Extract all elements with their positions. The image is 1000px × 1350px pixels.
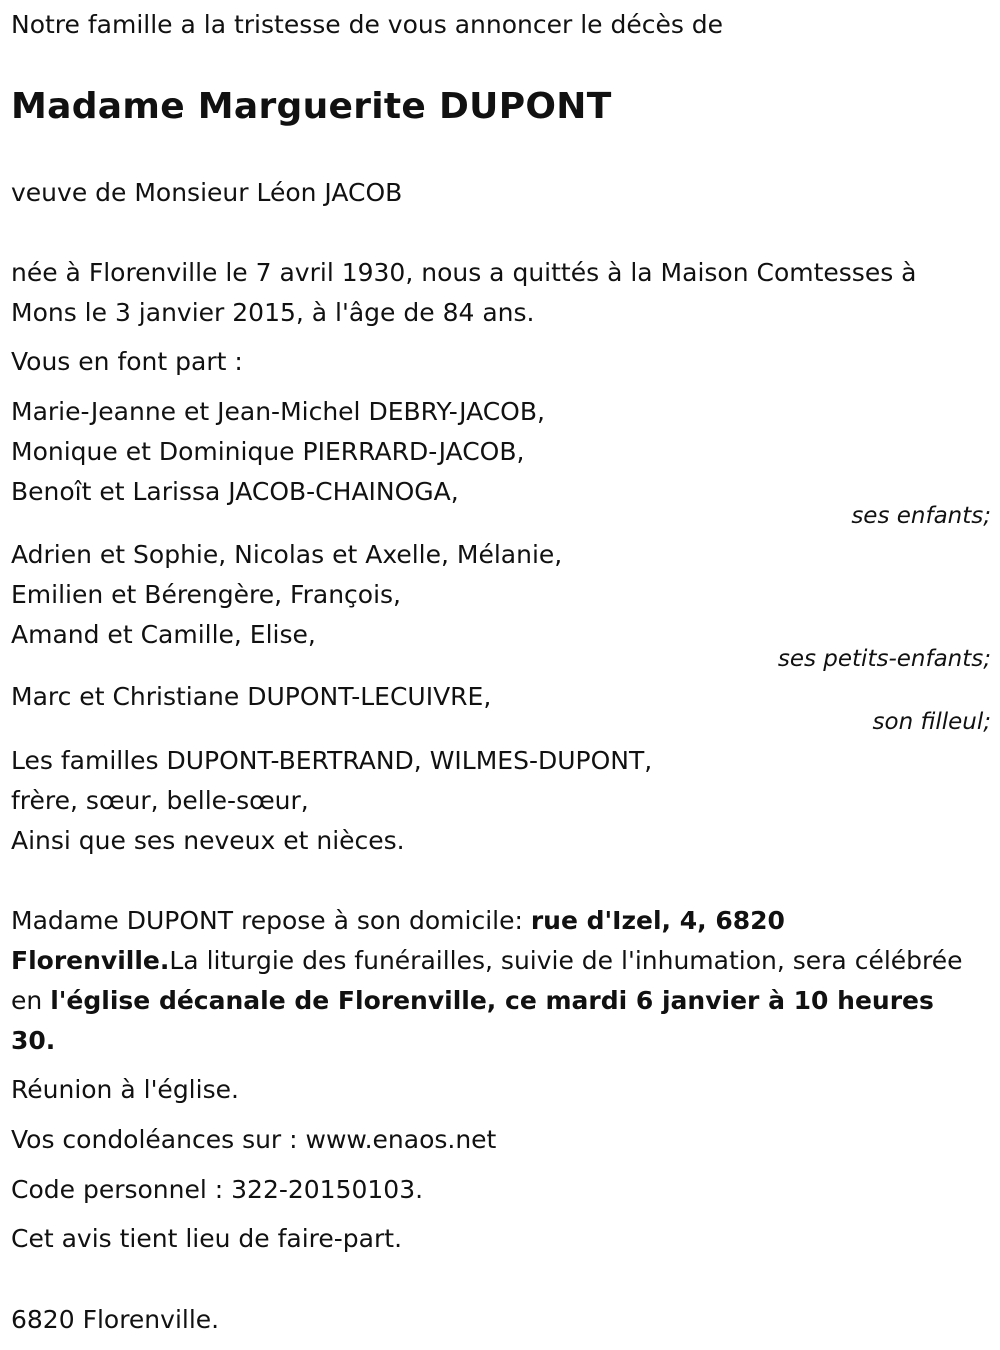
godson-list <box>11 677 491 717</box>
families-line-3: Ainsi que ses neveux et nièces. <box>11 826 405 855</box>
grandchildren-name-2: Emilien et Bérengère, François, <box>11 580 401 609</box>
children-name-3: Benoît et Larissa JACOB-CHAINOGA, <box>11 477 459 506</box>
grandchildren-list <box>11 535 562 655</box>
ceremony-details: l'église décanale de Florenville, ce mardi 6 janvier à 10 heures 30. <box>11 986 934 1055</box>
families-line-2: frère, sœur, belle-sœur, <box>11 786 309 815</box>
children-list <box>11 392 545 512</box>
notice-text: Cet avis tient lieu de faire-part. <box>11 1224 403 1253</box>
birth-death-paragraph <box>11 253 917 333</box>
birth-line-2: Mons le 3 janvier 2015, à l'âge de 84 ans. <box>11 298 535 327</box>
children-name-2: Monique et Dominique PIERRARD-JACOB, <box>11 437 525 466</box>
families-list <box>11 741 652 861</box>
personal-code-text: Code personnel : 322-20150103. <box>11 1175 424 1204</box>
godson-name-1: Marc et Christiane DUPONT-LECUIVRE, <box>11 682 492 711</box>
reunion-text: Réunion à l'église. <box>11 1075 239 1104</box>
godson-role: son filleul; <box>872 709 991 735</box>
deceased-name: Madame Marguerite DUPONT <box>11 86 612 127</box>
grandchildren-role: ses petits-enfants; <box>777 646 991 672</box>
share-intro: Vous en font part : <box>11 347 243 376</box>
grandchildren-name-3: Amand et Camille, Elise, <box>11 620 316 649</box>
children-name-1: Marie-Jeanne et Jean-Michel DEBRY-JACOB, <box>11 397 545 426</box>
families-line-1: Les familles DUPONT-BERTRAND, WILMES-DUPONT, <box>11 746 653 775</box>
children-role: ses enfants; <box>851 503 991 529</box>
grandchildren-name-1: Adrien et Sophie, Nicolas et Axelle, Mélanie, <box>11 540 563 569</box>
repose-text: Madame DUPONT repose à son domicile: <box>11 906 531 935</box>
condolences-text: Vos condoléances sur : www.enaos.net <box>11 1125 497 1154</box>
location-text: 6820 Florenville. <box>11 1305 220 1334</box>
birth-line-1: née à Florenville le 7 avril 1930, nous a quittés à la Maison Comtesses à <box>11 258 917 287</box>
liturgy-text: La liturgie des funérailles, suivie de l'inhumation, sera célébrée en <box>11 946 963 1015</box>
funeral-paragraph <box>11 901 971 1061</box>
funeral-address: rue d'Izel, 4, 6820 Florenville. <box>11 906 785 975</box>
intro-text: Notre famille a la tristesse de vous annoncer le décès de <box>11 10 724 39</box>
widow-of-text: veuve de Monsieur Léon JACOB <box>11 178 403 207</box>
